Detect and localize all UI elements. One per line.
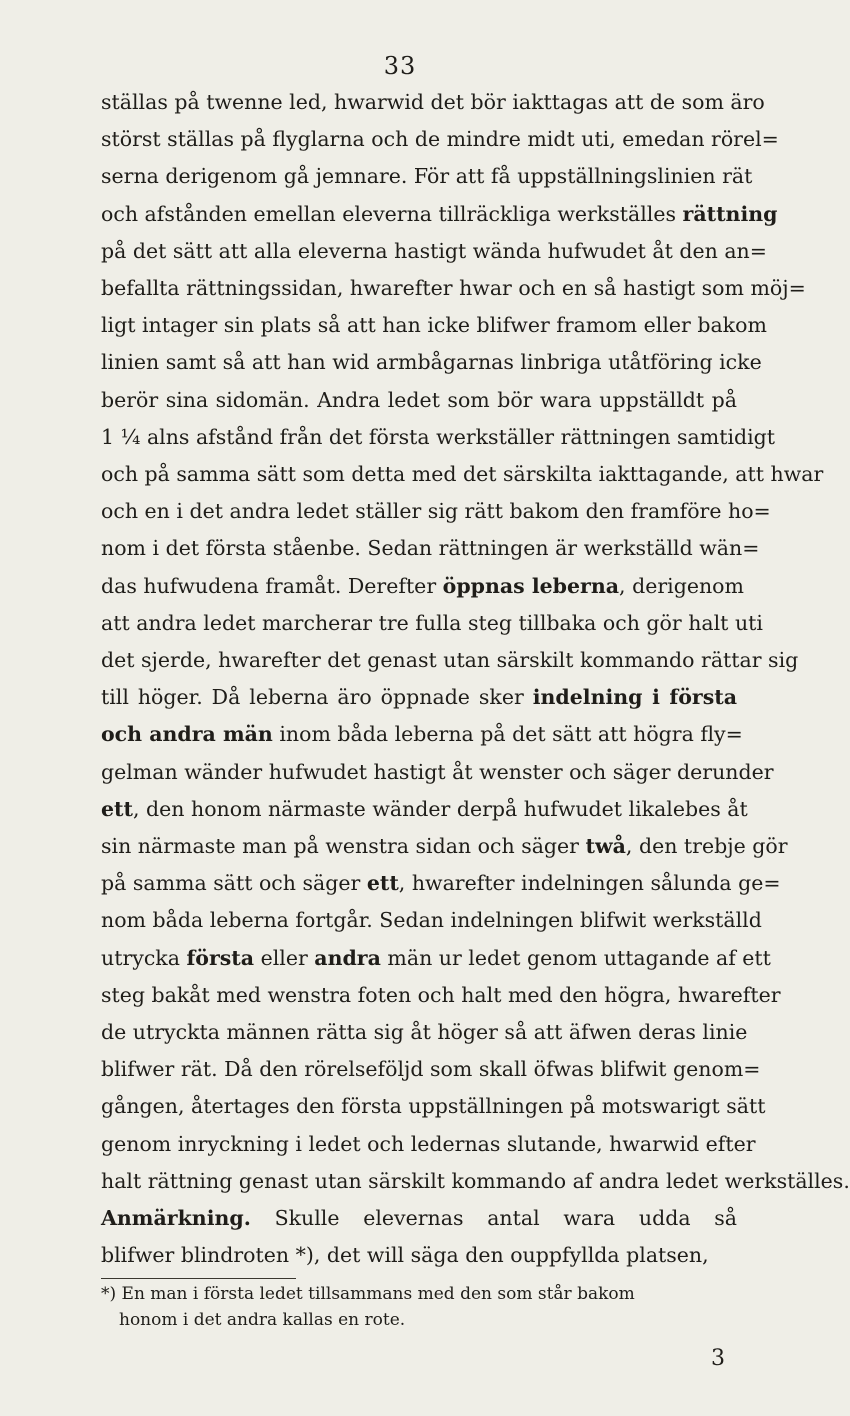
text-segment: det sjerde, hwarefter det genast utan särskilt kommando rättar sig: [101, 648, 799, 673]
emphasized-text: rättning: [682, 201, 778, 226]
text-segment: , den trebje gör: [625, 834, 788, 859]
text-segment: , den honom närmaste wänder derpå hufwudet likalebes åt: [132, 796, 748, 821]
text-line: [101, 307, 767, 344]
text-segment: störst ställas på flyglarna och de mindre midt uti, emedan rörel=: [101, 127, 779, 152]
text-line: [101, 121, 779, 158]
emphasized-text: öppnas leberna: [442, 573, 620, 598]
emphasized-text: och andra män: [101, 722, 273, 747]
footnote-line: honom i det andra kallas en rote.: [119, 1310, 406, 1330]
text-line: [101, 605, 763, 642]
text-line: [101, 530, 760, 567]
text-line: [101, 456, 824, 493]
text-segment: ligt intager sin plats så att han icke blifwer framom eller bakom: [101, 313, 767, 338]
text-segment: och på samma sätt som detta med det särskilta iakttagande, att hwar: [101, 462, 824, 487]
text-line: [101, 1014, 748, 1051]
emphasized-text: indelning i första: [532, 685, 738, 710]
text-line: [101, 568, 744, 605]
text-line: [101, 754, 774, 791]
text-line: [101, 977, 781, 1014]
text-segment: gelman wänder hufwudet hastigt åt wenster och säger derunder: [101, 759, 774, 784]
text-line: [101, 642, 799, 679]
page-number: 33: [383, 52, 417, 80]
text-segment: blifwer rät. Då den rörelseföljd som skall öfwas blifwit genom=: [101, 1057, 761, 1082]
text-line: [101, 1163, 850, 1200]
text-line: [101, 382, 737, 419]
text-segment: de utryckta männen rätta sig åt höger så att äfwen deras linie: [101, 1020, 748, 1045]
text-line: [101, 1088, 766, 1125]
footnote-line: *) En man i första ledet tillsammans med den som står bakom: [101, 1284, 635, 1304]
text-segment: utryckа: [101, 945, 187, 970]
emphasized-text: andra: [314, 945, 381, 970]
text-segment: eller: [254, 945, 315, 970]
text-line: [101, 940, 771, 977]
text-segment: Skulle elevernas antal wara udda så: [250, 1206, 737, 1231]
text-segment: blifwer blindroten *), det will säga den ouppfyllda platsen,: [101, 1243, 709, 1268]
text-segment: serna derigenom gå jemnare. För att få uppställningslinien rät: [101, 164, 753, 189]
emphasized-text: twå: [585, 834, 626, 859]
text-segment: ställas på twenne led, hwarwid det bör iakttagas att de som äro: [101, 90, 765, 114]
text-line: [101, 344, 762, 381]
emphasized-text: ett: [101, 796, 133, 821]
text-line: [101, 716, 743, 753]
text-segment: på samma sätt och säger: [101, 871, 367, 896]
text-segment: berör sina sidomän. Andra ledet som bör wara uppställdt på: [101, 387, 737, 412]
footnote-divider: [101, 1278, 296, 1279]
text-line: [101, 84, 765, 121]
text-line: [101, 1237, 737, 1274]
text-line: [101, 1200, 737, 1237]
text-segment: att andra ledet marcherar tre fulla steg tillbaka och gör halt uti: [101, 610, 763, 635]
text-segment: och en i det andra ledet ställer sig rätt bakom den framföre ho=: [101, 499, 771, 524]
text-segment: nom båda leberna fortgår. Sedan indelningen blifwit werkställd: [101, 908, 762, 933]
text-segment: halt rättning genast utan särskilt kommando af andra ledet werkställes.: [101, 1168, 850, 1193]
text-line: [101, 865, 781, 902]
footnote: [101, 1281, 737, 1333]
text-segment: och afstånden emellan eleverna tillräckliga werkställes: [101, 201, 683, 226]
text-line: [101, 679, 737, 716]
text-line: [101, 902, 762, 939]
text-segment: gången, återtages den första uppställningen på motswarigt sätt: [101, 1094, 766, 1119]
text-line: [101, 791, 748, 828]
text-segment: linien samt så att han wid armbågarnas linbriga utåtföring icke: [101, 350, 762, 375]
body-text: [101, 84, 850, 1275]
text-segment: , derigenom: [619, 573, 744, 598]
emphasized-text: Anmärkning.: [101, 1206, 251, 1231]
text-segment: steg bakåt med wenstra foten och halt med den högra, hwarefter: [101, 982, 781, 1007]
text-line: [101, 233, 767, 270]
text-line: [101, 493, 771, 530]
text-segment: genom inryckning i ledet och ledernas slutande, hwarwid efter: [101, 1131, 756, 1156]
text-line: [101, 1126, 756, 1163]
text-segment: das hufwudena framåt. Derefter: [101, 573, 443, 598]
text-segment: inom båda leberna på det sätt att högra fly=: [272, 722, 743, 747]
text-segment: män ur ledet genom uttagande af ett: [380, 945, 771, 970]
text-segment: sin närmaste man på wenstra sidan och säger: [101, 834, 586, 859]
text-line: [101, 196, 778, 233]
text-line: [101, 419, 776, 456]
text-segment: befallta rättningssidan, hwarefter hwar och en så hastigt som möj=: [101, 276, 806, 301]
text-segment: nom i det första ståenbe. Sedan rättningen är werkställd wän=: [101, 536, 760, 561]
signature-mark: 3: [711, 1346, 725, 1371]
text-segment: 1 ¼ alns afstånd från det första werkställer rättningen samtidigt: [101, 424, 776, 449]
text-line: [101, 270, 806, 307]
text-segment: , hwarefter indelningen sålunda ge=: [398, 871, 781, 896]
text-line: [101, 158, 753, 195]
emphasized-text: ett: [366, 871, 399, 896]
text-line: [101, 828, 788, 865]
text-segment: till höger. Då leberna äro öppnade sker: [101, 685, 533, 710]
emphasized-text: första: [186, 945, 255, 970]
text-segment: på det sätt att alla eleverna hastigt wända hufwudet åt den an=: [101, 238, 767, 263]
text-line: [101, 1051, 761, 1088]
